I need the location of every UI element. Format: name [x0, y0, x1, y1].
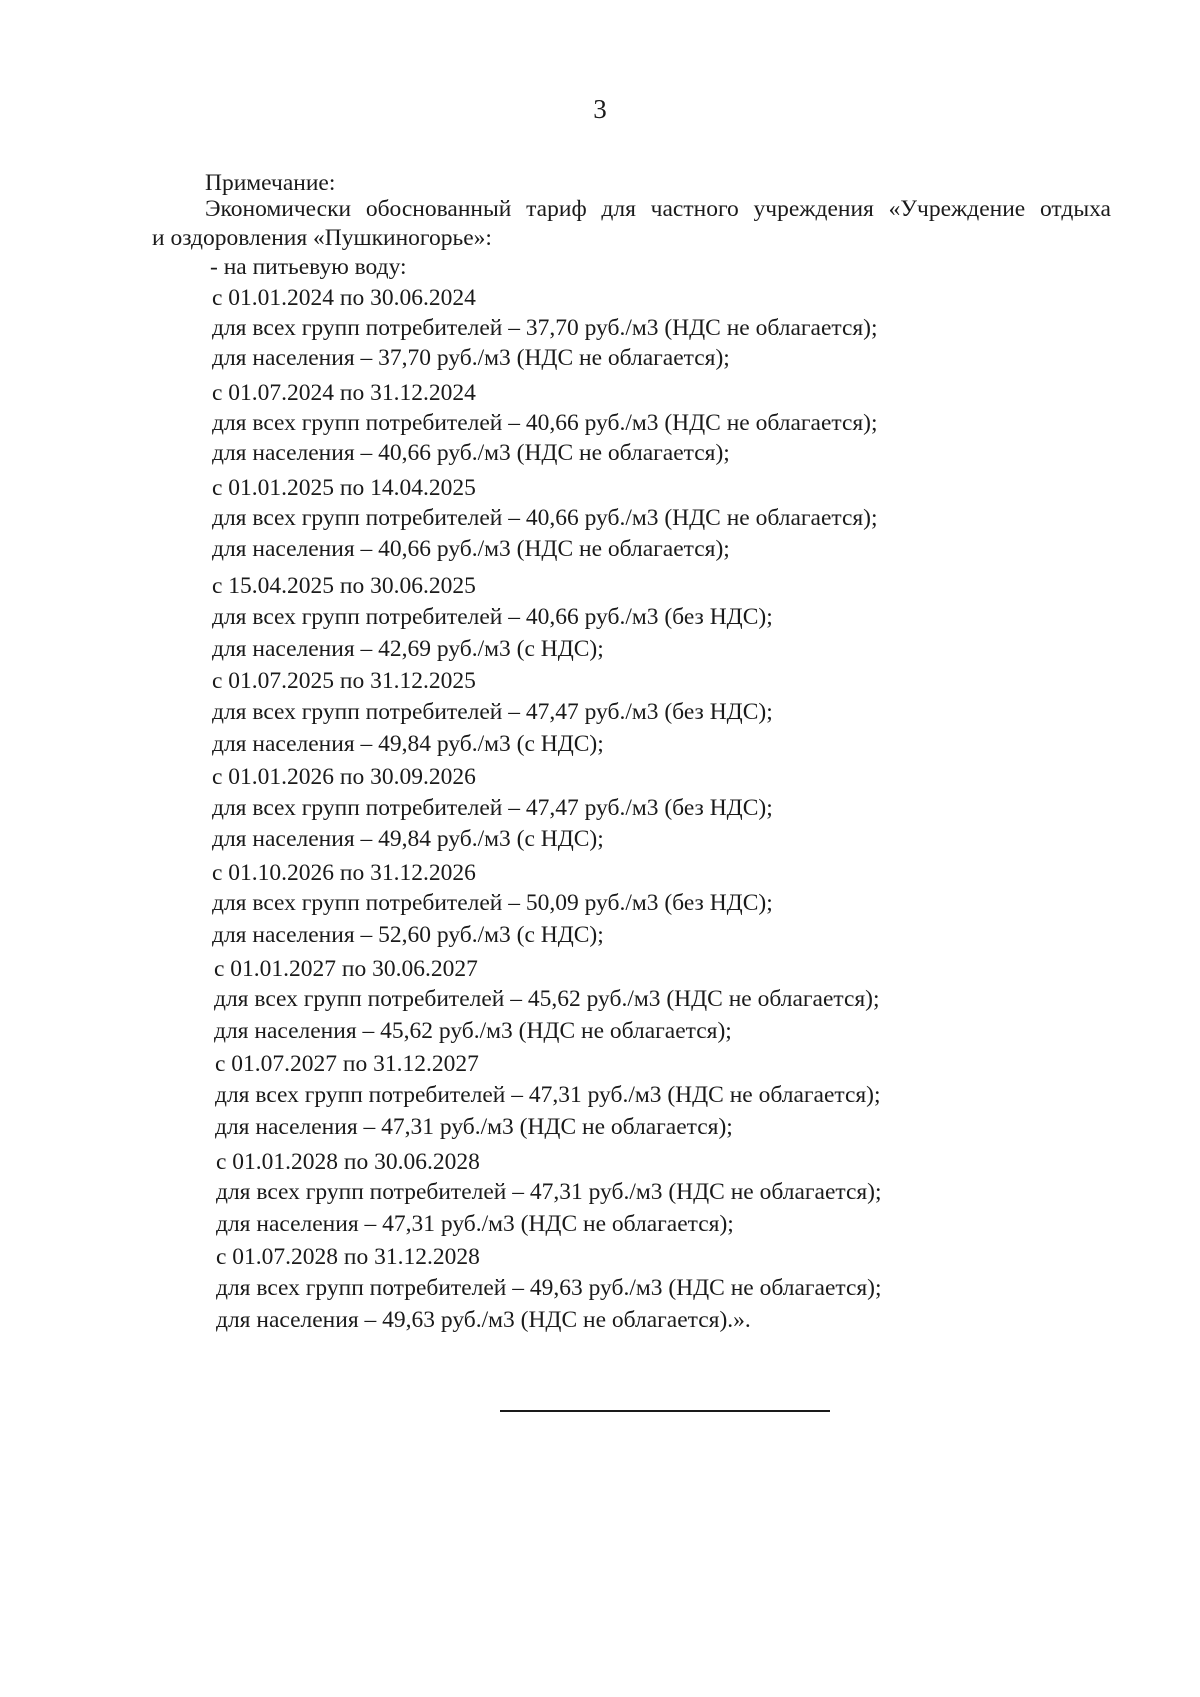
- period-range: с 01.07.2024 по 31.12.2024: [212, 380, 476, 406]
- tariff-all-groups: для всех групп потребителей – 47,47 руб./м3 (без НДС);: [212, 699, 773, 725]
- tariff-population: для населения – 37,70 руб./м3 (НДС не облагается);: [212, 345, 730, 371]
- period-range: с 01.07.2025 по 31.12.2025: [212, 668, 476, 694]
- period-range: с 15.04.2025 по 30.06.2025: [212, 573, 476, 599]
- tariff-all-groups: для всех групп потребителей – 40,66 руб./м3 (без НДС);: [212, 604, 773, 630]
- end-rule: [500, 1410, 830, 1412]
- tariff-category: - на питьевую воду:: [210, 254, 407, 280]
- period-range: с 01.01.2025 по 14.04.2025: [212, 475, 476, 501]
- tariff-all-groups: для всех групп потребителей – 47,31 руб./м3 (НДС не облагается);: [216, 1179, 882, 1205]
- tariff-all-groups: для всех групп потребителей – 47,31 руб./м3 (НДС не облагается);: [215, 1082, 881, 1108]
- tariff-all-groups: для всех групп потребителей – 37,70 руб./м3 (НДС не облагается);: [212, 315, 878, 341]
- period-range: с 01.01.2028 по 30.06.2028: [216, 1149, 480, 1175]
- tariff-population: для населения – 40,66 руб./м3 (НДС не облагается);: [212, 536, 730, 562]
- note-intro-line-2: и оздоровления «Пушкиногорье»:: [152, 225, 492, 251]
- tariff-population: для населения – 40,66 руб./м3 (НДС не облагается);: [212, 440, 730, 466]
- tariff-all-groups: для всех групп потребителей – 47,47 руб./м3 (без НДС);: [212, 795, 773, 821]
- period-range: с 01.07.2028 по 31.12.2028: [216, 1244, 480, 1270]
- period-range: с 01.07.2027 по 31.12.2027: [215, 1051, 479, 1077]
- page-number: 3: [593, 94, 607, 124]
- tariff-all-groups: для всех групп потребителей – 45,62 руб./м3 (НДС не облагается);: [214, 986, 880, 1012]
- tariff-population: для населения – 47,31 руб./м3 (НДС не облагается);: [215, 1114, 733, 1140]
- tariff-all-groups: для всех групп потребителей – 40,66 руб./м3 (НДС не облагается);: [212, 410, 878, 436]
- note-intro-line-1: Экономически обоснованный тариф для частного учреждения «Учреждение отдыха: [205, 196, 1111, 222]
- tariff-population: для населения – 49,63 руб./м3 (НДС не облагается).».: [216, 1307, 751, 1333]
- tariff-population: для населения – 42,69 руб./м3 (с НДС);: [212, 636, 604, 662]
- tariff-population: для населения – 49,84 руб./м3 (с НДС);: [212, 826, 604, 852]
- period-range: с 01.10.2026 по 31.12.2026: [212, 860, 476, 886]
- tariff-all-groups: для всех групп потребителей – 49,63 руб./м3 (НДС не облагается);: [216, 1275, 882, 1301]
- note-heading: Примечание:: [205, 170, 336, 196]
- tariff-all-groups: для всех групп потребителей – 50,09 руб./м3 (без НДС);: [212, 890, 773, 916]
- tariff-all-groups: для всех групп потребителей – 40,66 руб./м3 (НДС не облагается);: [212, 505, 878, 531]
- tariff-population: для населения – 52,60 руб./м3 (с НДС);: [212, 922, 604, 948]
- tariff-population: для населения – 47,31 руб./м3 (НДС не облагается);: [216, 1211, 734, 1237]
- tariff-population: для населения – 45,62 руб./м3 (НДС не облагается);: [214, 1018, 732, 1044]
- period-range: с 01.01.2026 по 30.09.2026: [212, 764, 476, 790]
- period-range: с 01.01.2027 по 30.06.2027: [214, 956, 478, 982]
- period-range: с 01.01.2024 по 30.06.2024: [212, 285, 476, 311]
- tariff-population: для населения – 49,84 руб./м3 (с НДС);: [212, 731, 604, 757]
